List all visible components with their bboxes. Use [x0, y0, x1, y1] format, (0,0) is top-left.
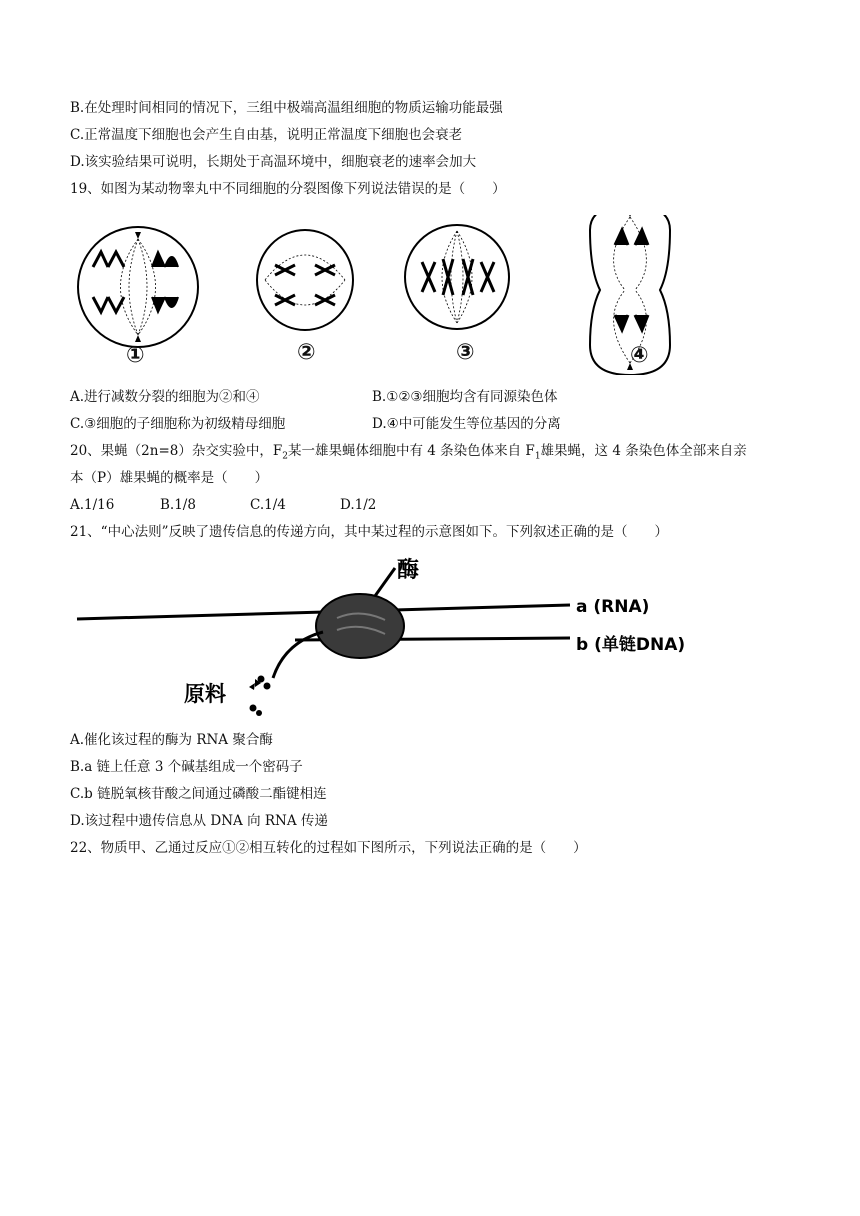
q19-option-d: D.④中可能发生等位基因的分离: [372, 416, 561, 432]
cell-label-1: ①: [126, 343, 145, 368]
figure-21-diagram: [75, 550, 575, 720]
q19-option-a: A.进行减数分裂的细胞为②和④: [70, 389, 260, 405]
cell-label-2: ②: [297, 340, 316, 365]
question-21: 21、“中心法则”反映了遗传信息的传递方向，其中某过程的示意图如下。下列叙述正确的是（ ）: [70, 524, 668, 540]
q19-option-c: C.③细胞的子细胞称为初级精母细胞: [70, 416, 286, 432]
cell-label-4: ④: [630, 343, 649, 368]
q21-option-a: A.催化该过程的酶为 RNA 聚合酶: [70, 732, 273, 748]
q20-option-d: D.1/2: [340, 497, 377, 513]
question-20-line-2: 本（P）雄果蝇的概率是（ ）: [70, 470, 269, 486]
q20-part-3: 雄果蝇，这 4 条染色体全部来自亲: [540, 443, 747, 459]
q21-option-d: D.该过程中遗传信息从 DNA 向 RNA 传递: [70, 813, 328, 829]
cell-1: [78, 227, 198, 347]
q18-option-b: B.在处理时间相同的情况下，三组中极端高温组细胞的物质运输功能最强: [70, 100, 503, 116]
question-20: [70, 442, 747, 466]
q21-option-c: C.b 链脱氧核苷酸之间通过磷酸二酯键相连: [70, 786, 327, 802]
cell-label-3: ③: [456, 340, 475, 365]
q20-part-1: 20、果蝇（2n=8）杂交实验中，F: [70, 443, 283, 459]
figure-19-cells: [70, 215, 710, 375]
q20-sub-f2: 2: [282, 451, 288, 462]
question-22: 22、物质甲、乙通过反应①②相互转化的过程如下图所示，下列说法正确的是（ ）: [70, 840, 587, 856]
q20-option-b: B.1/8: [160, 497, 196, 513]
cell-3: [405, 225, 509, 329]
label-enzyme: 酶: [397, 558, 420, 583]
q20-sub-f1: 1: [534, 451, 541, 462]
label-strand-b: b (单链DNA): [576, 635, 686, 655]
cell-2: [257, 230, 353, 330]
q18-option-c: C.正常温度下细胞也会产生自由基，说明正常温度下细胞也会衰老: [70, 127, 463, 143]
q20-part-2: 某一雄果蝇体细胞中有 4 条染色体来自 F: [287, 443, 535, 459]
q21-option-b: B.a 链上任意 3 个碱基组成一个密码子: [70, 759, 303, 775]
question-19: 19、如图为某动物睾丸中不同细胞的分裂图像下列说法错误的是（ ）: [70, 181, 506, 197]
label-raw-material: 原料: [184, 682, 226, 706]
q18-option-d: D.该实验结果可说明，长期处于高温环境中，细胞衰老的速率会加大: [70, 154, 477, 170]
label-strand-a: a (RNA): [576, 597, 650, 617]
q20-option-c: C.1/4: [250, 497, 286, 513]
q19-option-b: B.①②③细胞均含有同源染色体: [372, 389, 558, 405]
q20-option-a: A.1/16: [70, 497, 115, 513]
